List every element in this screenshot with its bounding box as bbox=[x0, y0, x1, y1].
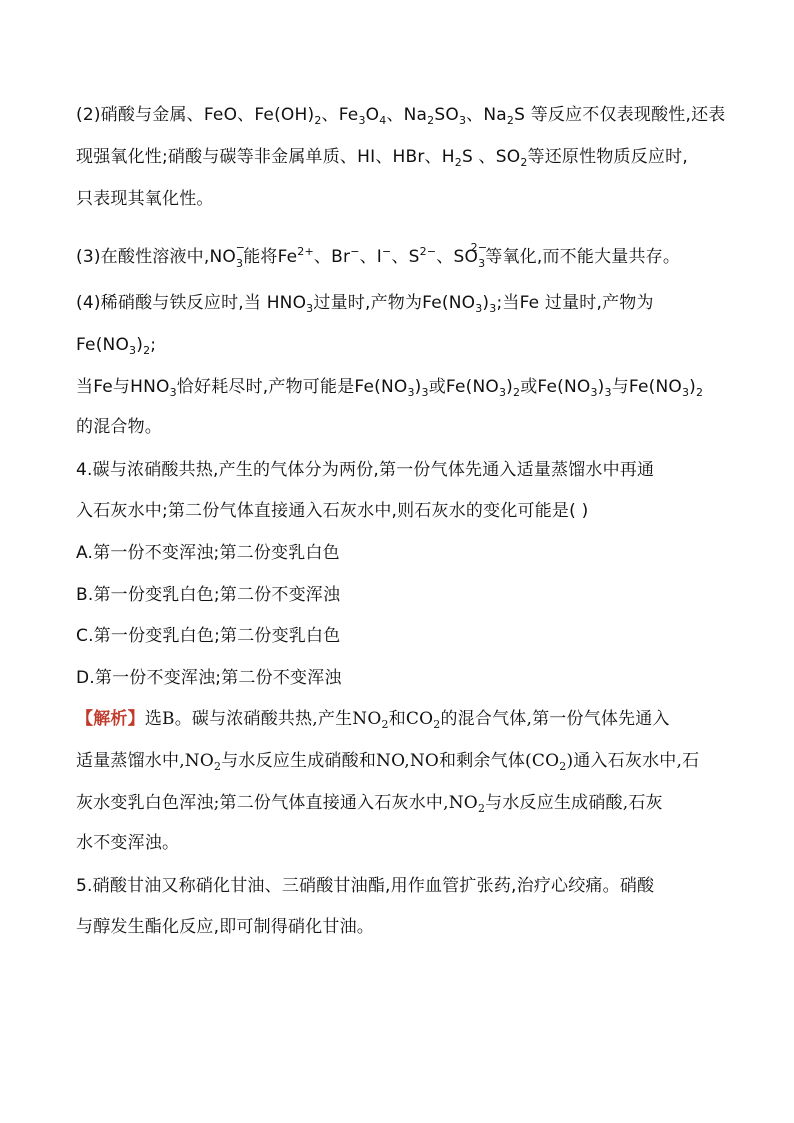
q4-stem-line1: 4.碳与浓硝酸共热,产生的气体分为两份,第一份气体先通入适量蒸馏水中再通 bbox=[76, 460, 655, 480]
subscript: 2 bbox=[314, 114, 322, 127]
q4-stem-line2: 入石灰水中;第二份气体直接通入石灰水中,则石灰水的变化可能是( ) bbox=[76, 501, 589, 521]
text: 灰水变乳白色浑浊;第二份气体直接通入石灰水中,NO bbox=[76, 793, 478, 813]
text: 、S bbox=[391, 247, 420, 267]
text: ) bbox=[506, 377, 513, 397]
text: 能将Fe bbox=[243, 247, 298, 267]
charge: − bbox=[382, 245, 392, 258]
analysis-line1 bbox=[76, 708, 670, 730]
subscript: 4 bbox=[379, 114, 387, 127]
subscript: 2 bbox=[520, 156, 528, 169]
text: ) bbox=[597, 377, 605, 397]
subscript: 3 bbox=[498, 386, 507, 399]
text: 选B。碳与浓硝酸共热,产生NO bbox=[144, 709, 382, 729]
subscript: 3 bbox=[489, 302, 497, 315]
text: ) bbox=[482, 293, 490, 313]
text: 和CO bbox=[388, 709, 434, 729]
subscript: 2 bbox=[214, 760, 222, 773]
text: ) bbox=[136, 335, 144, 355]
text: 现强氧化性;硝酸与碳等非金属单质、HI、HBr、H bbox=[76, 147, 455, 167]
text: (2)硝酸与金属、FeO、Fe(OH) bbox=[76, 105, 315, 125]
subscript: 3 bbox=[358, 114, 366, 127]
text: 恰好耗尽时,产物可能是Fe(NO bbox=[176, 377, 408, 397]
q4-option-a: A.第一份不变浑浊;第二份变乳白色 bbox=[76, 543, 340, 563]
text: 、SO bbox=[436, 247, 479, 267]
q4-option-b: B.第一份变乳白色;第二份不变浑浊 bbox=[76, 585, 341, 605]
p4-line3 bbox=[76, 376, 703, 398]
charge: 2− bbox=[419, 245, 437, 258]
nitrate-ion bbox=[235, 241, 246, 275]
subscript: 3 bbox=[478, 257, 486, 270]
charge: − bbox=[350, 245, 360, 258]
text: Fe(NO bbox=[76, 335, 130, 355]
text: 的混合气体,第一份气体先通入 bbox=[440, 709, 670, 729]
p2-line2 bbox=[76, 146, 688, 168]
analysis-tag: 【解析】 bbox=[76, 709, 145, 729]
charge: − bbox=[235, 241, 246, 254]
text: 过量时,产物为Fe(NO bbox=[313, 293, 476, 313]
text: 与水反应生成硝酸和NO,NO和剩余气体(CO bbox=[221, 751, 560, 771]
text: S 、SO bbox=[461, 147, 521, 167]
subscript: 2 bbox=[477, 802, 486, 815]
q5-line1: 5.硝酸甘油又称硝化甘油、三硝酸甘油酯,用作血管扩张药,治疗心绞痛。硝酸 bbox=[76, 876, 655, 896]
text: 或Fe(NO bbox=[428, 377, 499, 397]
subscript: 3 bbox=[235, 257, 244, 270]
subscript: 2 bbox=[381, 718, 389, 731]
text: S 等反应不仅表现酸性,还表 bbox=[514, 105, 726, 125]
subscript: 3 bbox=[407, 386, 415, 399]
analysis-line2 bbox=[76, 750, 699, 772]
subscript: 3 bbox=[604, 386, 612, 399]
subscript: 3 bbox=[306, 302, 314, 315]
text: 等还原性物质反应时, bbox=[527, 147, 688, 167]
subscript: 2 bbox=[433, 718, 441, 731]
p2-line3: 只表现其氧化性。 bbox=[76, 189, 214, 209]
subscript: 3 bbox=[129, 344, 137, 357]
analysis-line3 bbox=[76, 792, 663, 814]
charge: 2+ bbox=[297, 245, 314, 258]
text: 与Fe(NO bbox=[611, 377, 682, 397]
subscript: 3 bbox=[590, 386, 598, 399]
subscript: 2 bbox=[506, 114, 515, 127]
text: 、Na bbox=[386, 105, 428, 125]
analysis-line4: 水不变浑浊。 bbox=[76, 833, 180, 853]
text: 、I bbox=[359, 247, 383, 267]
q4-option-d: D.第一份不变浑浊;第二份不变浑浊 bbox=[76, 668, 342, 688]
p4-line1 bbox=[76, 292, 654, 314]
subscript: 2 bbox=[513, 386, 521, 399]
text: 、Br bbox=[313, 247, 351, 267]
q4-option-c: C.第一份变乳白色;第二份变乳白色 bbox=[76, 626, 341, 646]
subscript: 3 bbox=[458, 114, 467, 127]
text: 、Na bbox=[466, 105, 507, 125]
p4-line4: 的混合物。 bbox=[76, 417, 162, 437]
text: (4)稀硝酸与铁反应时,当 HNO bbox=[76, 293, 307, 313]
subscript: 3 bbox=[681, 386, 690, 399]
subscript: 3 bbox=[421, 386, 429, 399]
charge: 2− bbox=[470, 241, 488, 254]
subscript: 2 bbox=[559, 760, 567, 773]
text: )通入石灰水中,石 bbox=[566, 751, 700, 771]
p3-line bbox=[76, 241, 681, 275]
subscript: 2 bbox=[427, 114, 435, 127]
text: ;当Fe 过量时,产物为 bbox=[496, 293, 654, 313]
text: 等氧化,而不能大量共存。 bbox=[485, 247, 681, 267]
text: ) bbox=[689, 377, 696, 397]
subscript: 2 bbox=[143, 344, 151, 357]
p4-line2 bbox=[76, 334, 156, 356]
text: 、Fe bbox=[321, 105, 359, 125]
subscript: 2 bbox=[696, 386, 704, 399]
text: 适量蒸馏水中,NO bbox=[76, 751, 215, 771]
text: O bbox=[365, 105, 380, 125]
text: (3)在酸性溶液中,NO bbox=[76, 247, 236, 267]
subscript: 3 bbox=[169, 386, 177, 399]
subscript: 2 bbox=[454, 156, 462, 169]
text: 或Fe(NO bbox=[520, 377, 591, 397]
q5-line2: 与醇发生酯化反应,即可制得硝化甘油。 bbox=[76, 917, 375, 937]
text: 与水反应生成硝酸,石灰 bbox=[485, 793, 663, 813]
text: 当Fe与HNO bbox=[76, 377, 170, 397]
text: ) bbox=[414, 377, 422, 397]
text: SO bbox=[434, 105, 459, 125]
p2-line1 bbox=[76, 104, 726, 126]
text: ; bbox=[150, 335, 157, 355]
subscript: 3 bbox=[475, 302, 483, 315]
sulfite-ion bbox=[470, 241, 488, 275]
